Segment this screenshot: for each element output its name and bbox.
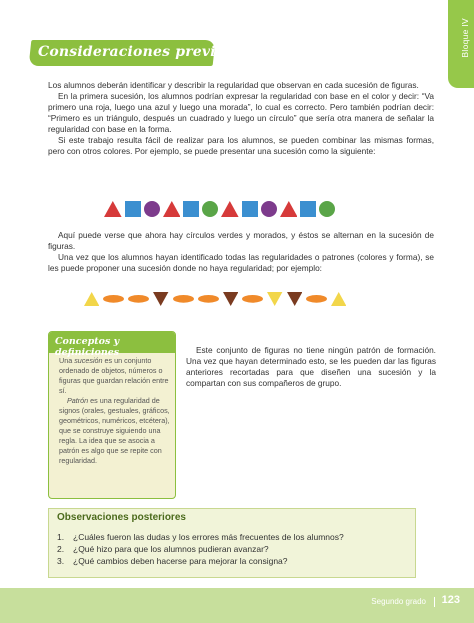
ellipse-shape	[306, 295, 327, 303]
paragraph-4: Aquí puede verse que ahora hay círculos verdes y morados, y éstos se alternan en la sucesión de figuras.	[48, 230, 434, 251]
triangle-down-shape	[287, 292, 302, 306]
term-patron: Patrón	[67, 396, 89, 405]
concept-patron: Patrón es una regularidad de signos (orales, gestuales, gráficos, geométricos, numéricos, etcétera), que se construye siguiendo una regla. La idea que se asocia a patrón es algo que se repite con regularidad.	[59, 396, 170, 465]
paragraph-1: Los alumnos deberán identificar y describir la regularidad que observan en cada sucesión de figuras.	[48, 80, 419, 90]
intro-text	[48, 80, 434, 157]
footer-separator	[434, 597, 436, 607]
circle-shape	[319, 201, 335, 217]
triangle-down-shape	[153, 292, 168, 306]
ellipse-shape	[103, 295, 124, 303]
concepts-body	[59, 356, 171, 466]
triangle-shape	[221, 201, 239, 217]
concepts-title: Conceptos y definiciones	[55, 336, 120, 358]
triangle-shape	[280, 201, 298, 217]
triangle-down-shape	[223, 292, 238, 306]
triangle-up-shape	[331, 292, 346, 306]
observations-list	[57, 531, 407, 567]
observation-item: 1. ¿Cuáles fueron las dudas y los errores más frecuentes de los alumnos?	[57, 532, 344, 542]
triangle-shape	[104, 201, 122, 217]
middle-text	[48, 230, 434, 274]
square-shape	[183, 201, 199, 217]
paragraph-2: En la primera sucesión, los alumnos podrían expresar la regularidad con base en el color y decir: “Va primero una roja, luego una azul y luego una morada”, lo cual es correcto. Pero también podrían decir: “Primero es un triángulo, después un cuadrado y luego un círculo” que sería otra manera de señalar la regularidad con base en la forma.	[48, 91, 434, 134]
section-title: Consideraciones previas	[38, 44, 234, 60]
ellipse-shape	[242, 295, 263, 303]
observations-box	[48, 508, 416, 578]
term-sucesion: sucesión	[74, 356, 103, 365]
ellipse-shape	[173, 295, 194, 303]
triangle-up-shape	[84, 292, 99, 306]
concept-sucesion: Una sucesión es un conjunto ordenado de objetos, números o figuras que guardan relación entre sí.	[59, 356, 169, 395]
square-shape	[242, 201, 258, 217]
square-shape	[125, 201, 141, 217]
triangle-down-shape	[267, 292, 282, 306]
observation-item: 2. ¿Qué hizo para que los alumnos pudieran avanzar?	[57, 544, 269, 554]
page-number: 123	[441, 594, 460, 606]
side-paragraph: Este conjunto de figuras no tiene ningún patrón de formación. Una vez que hayan determinado esto, se les pueden dar las figuras anteriores recortadas para que diseñen una sucesión y la compartan con sus compañeros de grupo.	[186, 345, 436, 388]
concepts-box	[48, 331, 176, 499]
paragraph-5: Una vez que los alumnos hayan identificado todas las regularidades o patrones (colores y forma), se les puede proponer una sucesión donde no haya regularidad; por ejemplo:	[48, 252, 434, 273]
sequence-2	[84, 292, 346, 306]
ellipse-shape	[128, 295, 149, 303]
bloque-label: Bloque IV	[460, 18, 470, 58]
square-shape	[300, 201, 316, 217]
triangle-shape	[163, 201, 181, 217]
paragraph-3: Si este trabajo resulta fácil de realizar para los alumnos, se pueden combinar las mismas formas, pero con otros colores. Por ejemplo, se puede presentar una sucesión como la siguiente:	[48, 135, 434, 156]
observations-title: Observaciones posteriores	[57, 512, 186, 523]
side-text	[186, 345, 436, 389]
observation-item: 3. ¿Qué cambios deben hacerse para mejorar la consigna?	[57, 556, 288, 566]
sequence-1	[104, 201, 335, 217]
footer-grade: Segundo grado	[371, 597, 426, 606]
circle-shape	[144, 201, 160, 217]
ellipse-shape	[198, 295, 219, 303]
circle-shape	[261, 201, 277, 217]
circle-shape	[202, 201, 218, 217]
